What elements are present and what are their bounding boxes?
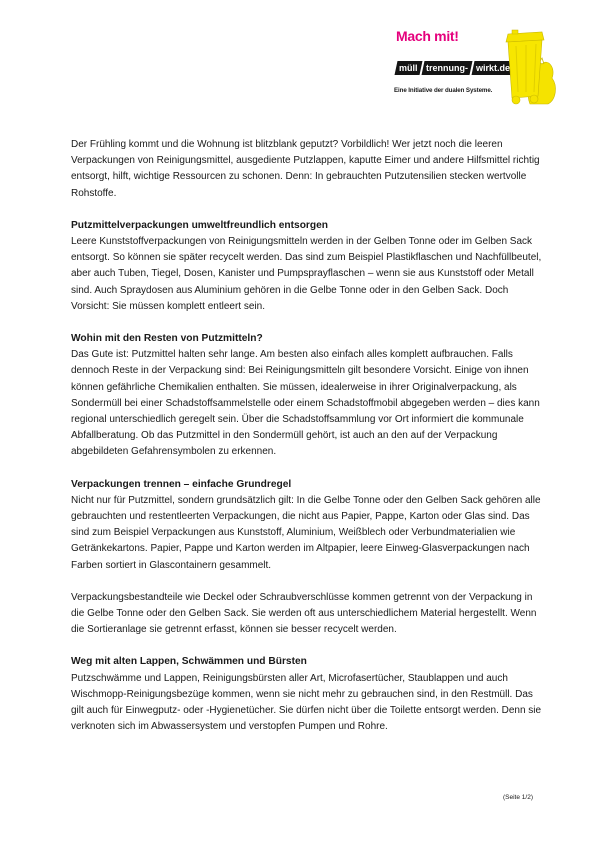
logo-tagline: Eine Initiative der dualen Systeme. [394, 87, 493, 94]
section-heading: Weg mit alten Lappen, Schwämmen und Bürsten [71, 656, 307, 668]
section-heading: Wohin mit den Resten von Putzmitteln? [71, 333, 263, 345]
yellow-bin-icon [486, 28, 560, 108]
logo [388, 28, 560, 112]
section-putzmittelverpackungen [71, 218, 547, 315]
section-paragraph: Nicht nur für Putzmittel, sondern grundsätzlich gilt: In die Gelbe Tonne oder den Gelben Sack gehören alle gebrauchten und restentleerten Verpackungen, die nicht aus Papier, Pappe, Karton oder Glas sind. Das sind zum Beispiel Verpackungen aus Kunststoff, Aluminium, Weißblech oder Verbundmaterialien wie Getränkekartons. Papier, Pappe und Karton werden im Altpapier, leere Einweg-Glasverpackungen nach Farben sortiert in Glascontainern gesammelt. [71, 494, 541, 571]
section-verpackungen-trennen [71, 477, 547, 639]
section-lappen-schwaemme [71, 654, 547, 735]
section-heading: Verpackungen trennen – einfache Grundregel [71, 478, 292, 490]
section-paragraph: Das Gute ist: Putzmittel halten sehr lange. Am besten also einfach alles komplett aufbrauchen. Falls dennoch Reste in der Verpackung sind: Bei Reinigungsmitteln gilt besondere Vorsicht. Einige von ihnen können gefährliche Chemikalien enthalten. Sie müssen, idealerweise in ihrer Originalverpackung, als Sondermüll bei einer Schadstoffsammelstelle oder einem Schadstoffmobil abgegeben werden – dies kann regional unterschiedlich geregelt sein. Über die Schadstoffsammlung vor Ort informiert die kommunale Abfallberatung. Ob das Putzmittel in den Sondermüll gehört, ist auch an den auf der Verpackung abgebildeten Gefahrensymbolen zu erkennen. [71, 349, 540, 458]
logo-word-wirkt: wirkt.de [471, 61, 514, 75]
page-number: (Seite 1/2) [503, 794, 533, 801]
section-paragraph: Leere Kunststoffverpackungen von Reinigungsmitteln werden in der Gelben Tonne oder im Gelben Sack entsorgt. So können sie später recycelt werden. Das sind zum Beispiel Plastikflaschen und Nachfüllbeutel, aber auch Tuben, Tiegel, Dosen, Kanister und Pumpsprayflaschen – wenn sie aus Kunststoff oder Metall sind. Auch Spraydosen aus Aluminium gehören in die Gelbe Tonne oder in den Gelben Sack. Doch Vorsicht: Sie müssen komplett entleert sein. [71, 236, 542, 312]
section-paragraph: Verpackungsbestandteile wie Deckel oder Schraubverschlüsse kommen getrennt von der Verpackung in die Gelbe Tonne oder den Gelben Sack. Sie werden oft aus unterschiedlichem Material hergestellt. Wenn die Sortieranlage sie getrennt erfasst, können sie besser recycelt werden. [71, 591, 537, 636]
section-paragraph: Putzschwämme und Lappen, Reinigungsbürsten aller Art, Microfasertücher, Staublappen und auch Wischmopp-Reinigungsbezüge kommen, wenn sie nicht mehr zu gebrauchen sind, in den Restmüll. Das gilt auch für Einwegputz- oder -Hygienetücher. Sie dürfen nicht über die Toilette entsorgt werden. Denn sie verknoten sich im Abwassersystem und verstopfen Pumpen und Rohre. [71, 672, 542, 733]
section-heading: Putzmittelverpackungen umweltfreundlich entsorgen [71, 219, 328, 231]
article-body [71, 137, 547, 752]
logo-word-muell: müll [395, 61, 422, 75]
section-resten-putzmittel [71, 331, 547, 461]
logo-slogan: Mach mit! [396, 28, 459, 44]
logo-word-trennung: trennung- [421, 61, 472, 75]
intro-paragraph: Der Frühling kommt und die Wohnung ist blitzblank geputzt? Vorbildlich! Wer jetzt noch die leeren Verpackungen von Reinigungsmittel, ausgediente Putzlappen, kaputte Eimer und andere Hilfsmittel richtig entsorgt, hilft, wichtige Ressourcen zu schonen. Denn: In gebrauchten Putzutensilien stecken wertvolle Rohstoffe. [71, 139, 540, 199]
